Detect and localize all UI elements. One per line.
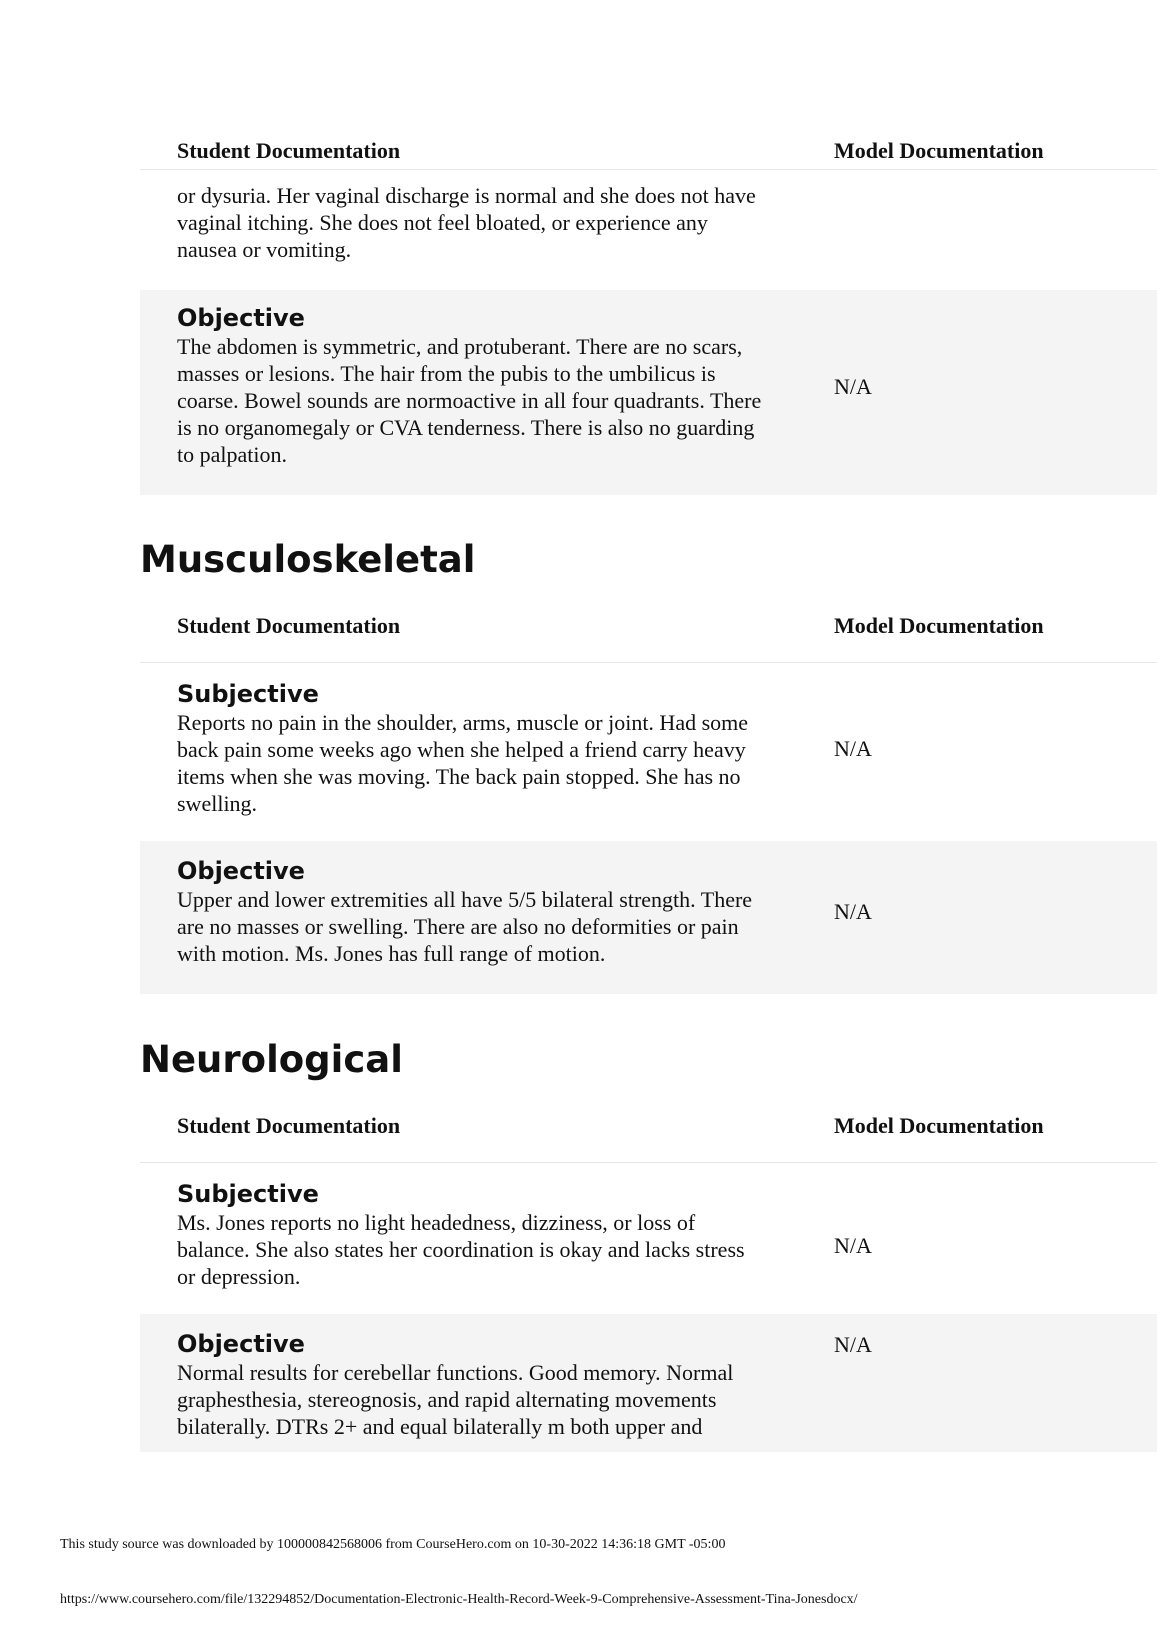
neurological-title: Neurological [140, 1038, 403, 1081]
carryover-row [140, 170, 1157, 290]
musculoskeletal-objective-row [140, 841, 1157, 994]
musculoskeletal-subjective-row [140, 663, 1157, 841]
neurological-subjective-row [140, 1163, 1157, 1314]
musculoskeletal-objective-model: N/A [834, 899, 872, 924]
objective-heading: Objective [177, 304, 305, 332]
neurological-objective-text: Normal results for cerebellar functions. Good memory. Normal graphesthesia, stereognosis, and rapid alternating movements bilaterally. DTRs 2+ and equal bilaterally m both upper and [177, 1360, 734, 1439]
column-header-row [140, 130, 1157, 170]
musculoskeletal-subjective-text: Reports no pain in the shoulder, arms, muscle or joint. Had some back pain some weeks ago when she helped a friend carry heavy items when she was moving. The back pain stopped. She has no swelling. [177, 710, 749, 816]
musculoskeletal-title: Musculoskeletal [140, 538, 476, 581]
neurological-subjective-model: N/A [834, 1233, 872, 1258]
download-note: This study source was downloaded by 100000842568006 from CourseHero.com on 10-30-2022 14:36:18 GMT -05:00 [60, 1537, 726, 1552]
subjective-heading: Subjective [177, 680, 319, 708]
subjective-heading: Subjective [177, 1180, 319, 1208]
student-documentation-header: Student Documentation [177, 138, 401, 163]
student-documentation-header: Student Documentation [177, 1113, 401, 1138]
objective-heading: Objective [177, 857, 305, 885]
neurological-subjective-text: Ms. Jones reports no light headedness, dizziness, or loss of balance. She also states her coordination is okay and lacks stress or depression. [177, 1210, 745, 1289]
model-documentation-header: Model Documentation [834, 1113, 1044, 1138]
student-documentation-header: Student Documentation [177, 613, 401, 638]
musculoskeletal-objective-text: Upper and lower extremities all have 5/5 bilateral strength. There are no masses or swelling. There are also no deformities or pain with motion. Ms. Jones has full range of motion. [177, 887, 753, 966]
abdomen-objective-model: N/A [834, 374, 872, 399]
column-header-row [140, 1105, 1157, 1163]
abdomen-objective-text: The abdomen is symmetric, and protuberant. There are no scars, masses or lesions. The hair from the pubis to the umbilicus is coarse. Bowel sounds are normoactive in all four quadrants. There is no organomegaly or CVA tenderness. There is also no guarding to palpation. [177, 334, 762, 467]
objective-heading: Objective [177, 1330, 305, 1358]
model-documentation-header: Model Documentation [834, 613, 1044, 638]
neurological-objective-model: N/A [834, 1332, 872, 1357]
model-documentation-header: Model Documentation [834, 138, 1044, 163]
musculoskeletal-subjective-model: N/A [834, 736, 872, 761]
carryover-student-text: or dysuria. Her vaginal discharge is normal and she does not have vaginal itching. She does not feel bloated, or experience any nausea or vomiting. [177, 183, 756, 262]
column-header-row [140, 605, 1157, 663]
source-url: https://www.coursehero.com/file/132294852/Documentation-Electronic-Health-Record-Week-9-Comprehensive-Assessment-Tina-Jonesdocx/ [60, 1592, 858, 1607]
neurological-objective-row [140, 1314, 1157, 1452]
abdomen-objective-row [140, 290, 1157, 495]
